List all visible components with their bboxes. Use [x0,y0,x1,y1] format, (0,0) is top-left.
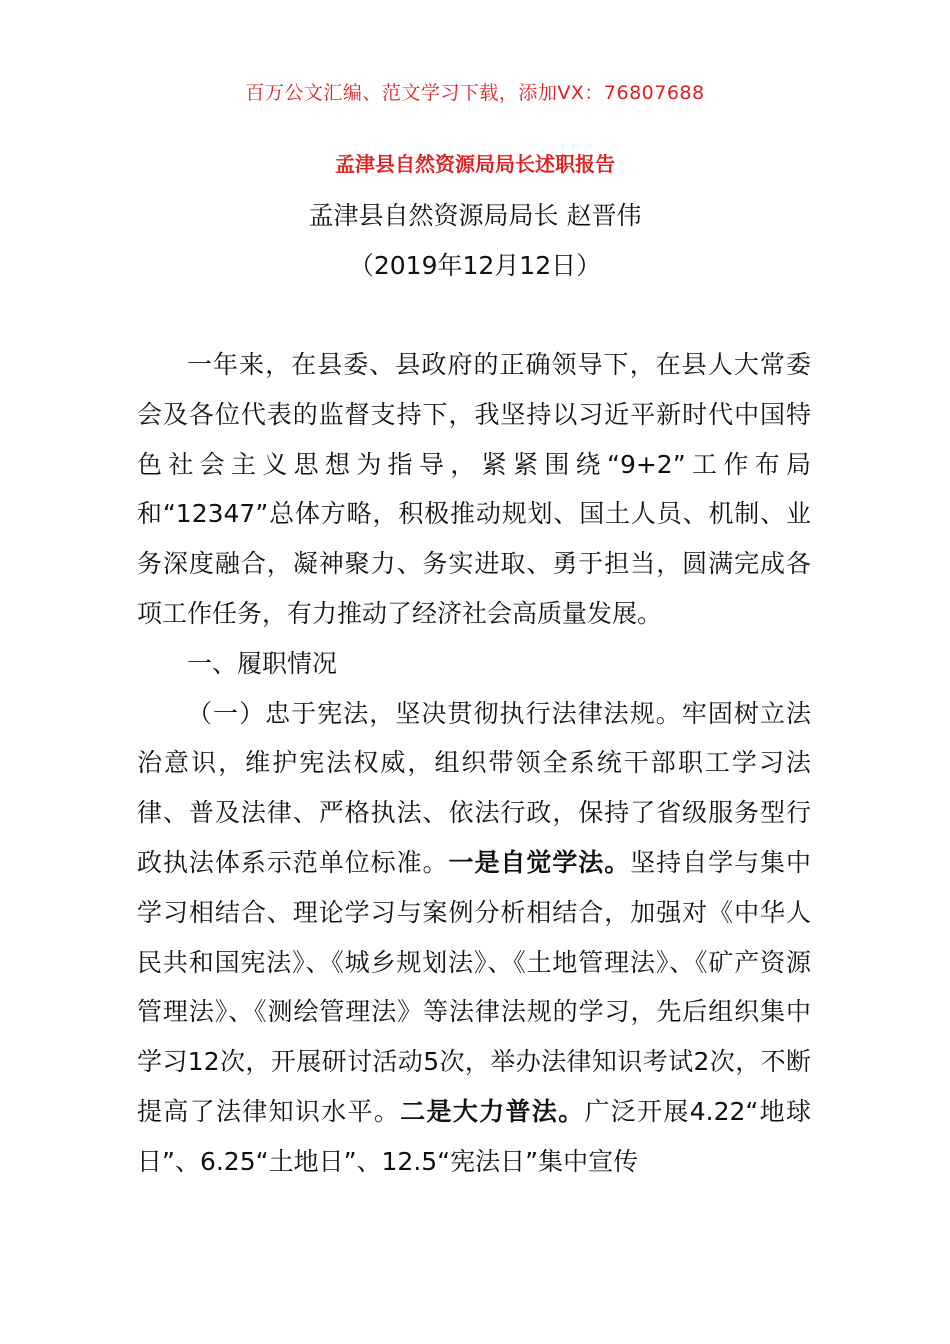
watermark-text: 百万公文汇编、范文学习下载，添加VX：76807688 [245,82,705,104]
document-body [137,340,811,1187]
para-part-3: 广泛开展4.22“地球日”、6.25“土地日”、12.5“宪法日”集中宣传 [137,1096,811,1176]
intro-rest: 在县人大常委会及各位代表的监督支持下，我坚持以习近平新时代中国特色社会主义思想为指导，紧紧围绕“9+2”工作布局和“12347”总体方略，积极推动规划、国土人员、机制、业务深度融合，凝神聚力、务实进取、勇于担当，圆满完成各项工作任务，有力推动了经济社会高质量发展。 [137,350,811,628]
intro-serif-part: 在县委、县政府的正确领导下， [291,350,656,379]
section-heading: 一、履职情况 [187,648,338,678]
section-paragraph [137,689,811,1187]
document-author: 孟津县自然资源局局长 赵晋伟 [308,201,642,230]
intro-lead: 一年来， [187,350,292,379]
para-part-2: 坚持自学与集中学习相结合、理论学习与案例分析相结合，加强对《中华人民共和国宪法》、《城乡规划法》、《土地管理法》、《矿产资源管理法》、《测绘管理法》等法律法规的学习，先后组织集中学习12次，开展研讨活动5次，举办法律知识考试2次，不断提高了法律知识水平。 [137,847,811,1126]
para-bold-2: 二是大力普法。 [400,1096,585,1126]
document-title: 孟津县自然资源局局长述职报告 [335,152,615,176]
intro-paragraph [137,340,811,639]
para-bold-1: 一是自觉学法。 [448,847,631,877]
para-part-1: （一）忠于宪法，坚决贯彻执行法律法规。牢固树立法治意识，维护宪法权威，组织带领全系统干部职工学习法律、普及法律、严格执法、依法行政，保持了省级服务型行政执法体系示范单位标准。 [137,698,811,877]
document-date: （2019年12月12日） [348,251,602,280]
